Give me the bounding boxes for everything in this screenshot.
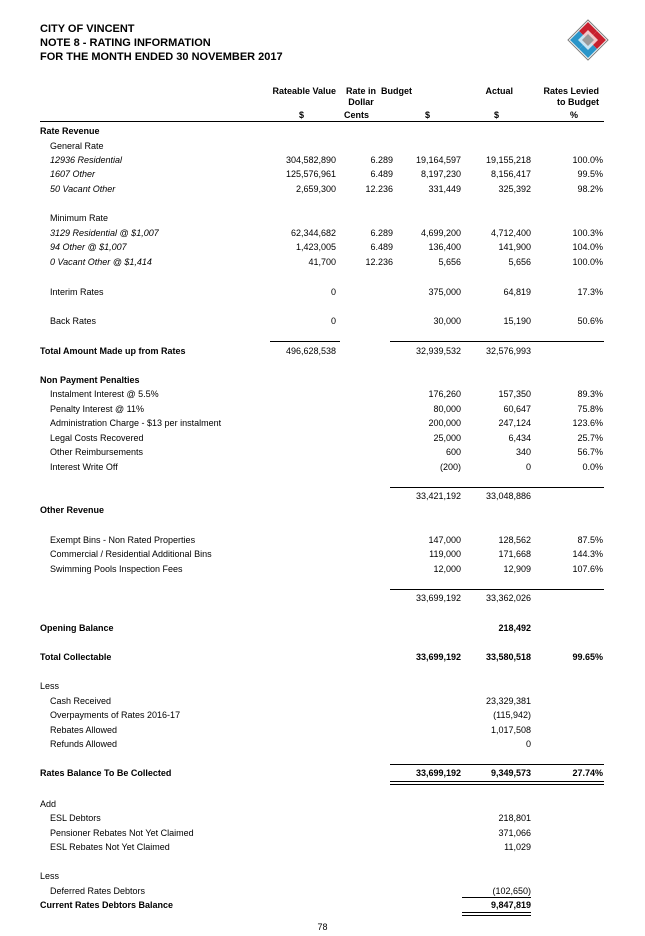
section-rate-revenue: Rate Revenue <box>40 126 100 136</box>
title-note: NOTE 8 - RATING INFORMATION <box>40 37 211 49</box>
col-header-rate: Rate in Dollar <box>345 86 376 107</box>
header-rule <box>40 121 604 122</box>
page-number: 78 <box>317 922 328 932</box>
table-row: Interim Rates 0 375,000 64,819 17.3% <box>50 287 603 297</box>
table-row: Refunds Allowed 0 <box>50 739 531 749</box>
unit-levied: % <box>569 110 578 120</box>
table-row: Commercial / Residential Additional Bins 119,000 171,668 144.3% <box>50 549 603 559</box>
table-row: Swimming Pools Inspection Fees 12,000 12,909 107.6% <box>50 564 603 574</box>
label-less: Less <box>40 871 60 881</box>
label-less: Less <box>40 681 60 691</box>
table-row: 50 Vacant Other 2,659,300 12.236 331,449 325,392 98.2% <box>50 184 603 194</box>
table-row: Administration Charge - $13 per instalment 200,000 247,124 123.6% <box>50 418 603 428</box>
table-row: Cash Received 23,329,381 <box>50 696 531 706</box>
subtotal-rule <box>390 341 604 342</box>
table-row: Legal Costs Recovered 25,000 6,434 25.7% <box>50 433 603 443</box>
table-row: Overpayments of Rates 2016-17 (115,942) <box>50 710 531 720</box>
label-add: Add <box>40 799 57 809</box>
subtotal-rule <box>390 589 604 590</box>
rates-balance-row: Rates Balance To Be Collected 33,699,192 9,349,573 27.74% <box>40 768 603 778</box>
table-row: Rebates Allowed 1,017,508 <box>50 725 531 735</box>
unit-budget: $ <box>424 110 430 120</box>
title-city: CITY OF VINCENT <box>40 23 135 35</box>
table-row: 0 Vacant Other @ $1,414 41,700 12.236 5,656 5,656 100.0% <box>50 257 603 267</box>
subtotal-row: 33,421,192 33,048,886 <box>415 491 531 501</box>
col-header-levied: Rates Levied to Budget <box>543 86 599 107</box>
unit-rateable: $ <box>298 110 304 120</box>
current-debtors-row: Current Rates Debtors Balance 9,847,819 <box>40 900 531 910</box>
subtotal-rule <box>270 341 340 342</box>
balance-double-rule <box>390 781 604 782</box>
balance-double-rule <box>390 784 604 785</box>
final-double-rule <box>462 915 531 916</box>
subtotal-row: 33,699,192 33,362,026 <box>415 593 531 603</box>
col-header-actual: Actual <box>485 86 513 96</box>
table-row: ESL Rebates Not Yet Claimed 11,029 <box>50 842 531 852</box>
table-row: 3129 Residential @ $1,007 62,344,682 6.289 4,699,200 4,712,400 100.3% <box>50 228 603 238</box>
total-row: Total Amount Made up from Rates 496,628,538 32,939,532 32,576,993 <box>40 346 531 356</box>
section-non-payment-penalties: Non Payment Penalties <box>40 375 140 385</box>
col-header-rateable: Rateable Value <box>272 86 336 96</box>
table-row: Penalty Interest @ 11% 80,000 60,647 75.8% <box>50 404 603 414</box>
subtotal-rule <box>390 487 604 488</box>
opening-balance-row: Opening Balance 218,492 <box>40 623 531 633</box>
total-collectable-row: Total Collectable 33,699,192 33,580,518 99.65% <box>40 652 603 662</box>
unit-actual: $ <box>493 110 499 120</box>
table-row: Other Reimbursements 600 340 56.7% <box>50 447 603 457</box>
balance-top-rule <box>390 764 604 765</box>
subsection-general-rate: General Rate <box>50 141 104 151</box>
table-row: Deferred Rates Debtors (102,650) <box>50 886 531 896</box>
table-row: Pensioner Rebates Not Yet Claimed 371,066 <box>50 828 531 838</box>
table-row: Back Rates 0 30,000 15,190 50.6% <box>50 316 603 326</box>
table-row: 94 Other @ $1,007 1,423,005 6.489 136,400 141,900 104.0% <box>50 242 603 252</box>
subsection-minimum-rate: Minimum Rate <box>50 213 109 223</box>
table-row: Interest Write Off (200) 0 0.0% <box>50 462 603 472</box>
table-row: ESL Debtors 218,801 <box>50 813 531 823</box>
title-period: FOR THE MONTH ENDED 30 NOVEMBER 2017 <box>40 51 283 63</box>
col-header-budget: Budget <box>381 86 412 96</box>
table-row: 1607 Other 125,576,961 6.489 8,197,230 8,156,417 99.5% <box>50 169 603 179</box>
section-other-revenue: Other Revenue <box>40 505 105 515</box>
unit-rate: Cents <box>343 110 369 120</box>
final-double-rule <box>462 912 531 913</box>
city-logo-icon <box>566 18 610 62</box>
table-row: Exempt Bins - Non Rated Properties 147,000 128,562 87.5% <box>50 535 603 545</box>
table-row: 12936 Residential 304,582,890 6.289 19,164,597 19,155,218 100.0% <box>50 155 603 165</box>
table-row: Instalment Interest @ 5.5% 176,260 157,350 89.3% <box>50 389 603 399</box>
